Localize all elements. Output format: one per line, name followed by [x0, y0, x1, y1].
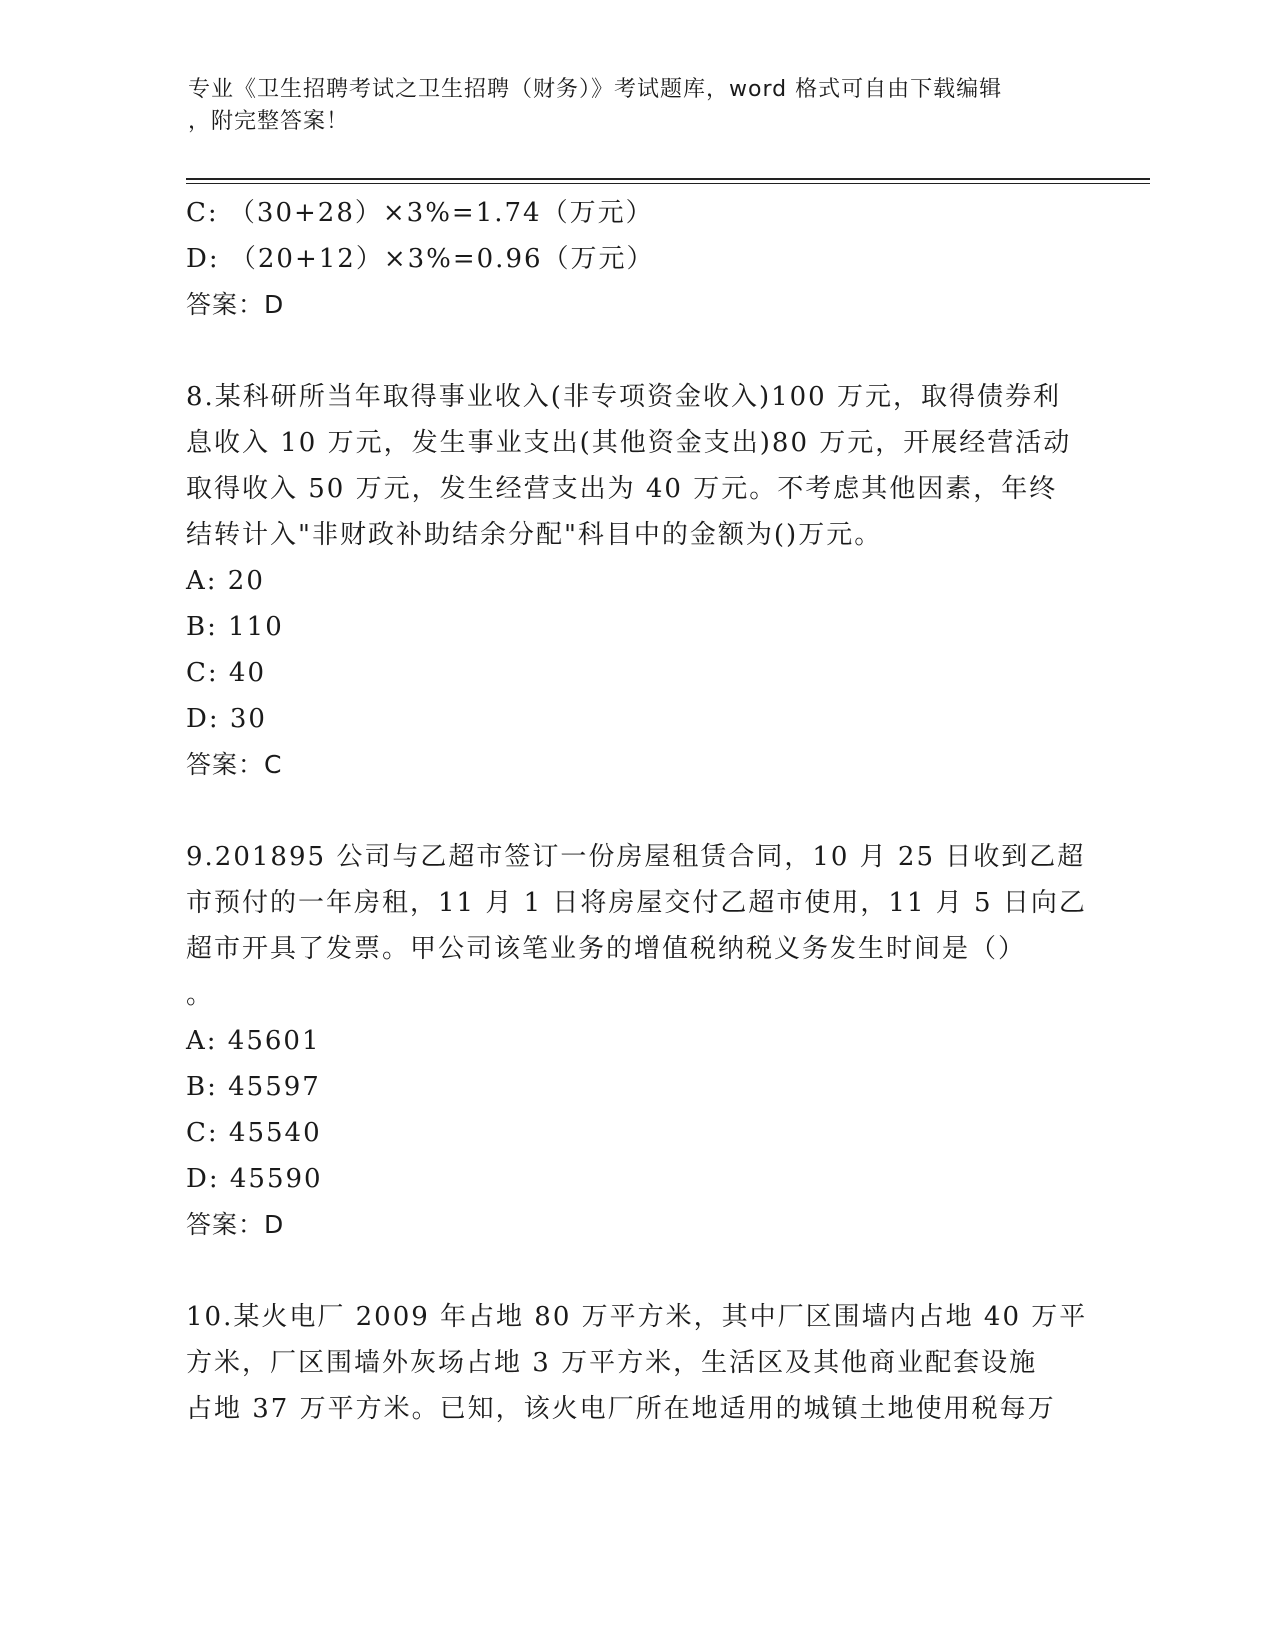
q8-option-a: A: 20 [186, 566, 265, 596]
q8-option-b: B: 110 [186, 612, 284, 642]
q8-option-c: C: 40 [186, 658, 267, 688]
q9-text-line: 超市开具了发票。甲公司该笔业务的增值税纳税义务发生时间是（） [186, 934, 1027, 964]
q8-text-line: 取得收入 50 万元，发生经营支出为 40 万元。不考虑其他因素，年终 [186, 474, 1058, 504]
q9-option-a: A: 45601 [186, 1026, 321, 1056]
q9-option-c: C: 45540 [186, 1118, 322, 1148]
q8-option-d: D: 30 [186, 704, 267, 734]
q9-option-b: B: 45597 [186, 1072, 321, 1102]
spacer [186, 1248, 1086, 1294]
document-header [188, 74, 1068, 138]
header-rule-thick [186, 178, 1150, 180]
q10-text-line: 方米，厂区围墙外灰场占地 3 万平方米，生活区及其他商业配套设施 [186, 1348, 1038, 1378]
document-body [186, 190, 1086, 1432]
header-line-2: ，附完整答案！ [188, 109, 350, 134]
q8-answer: 答案：C [186, 750, 283, 779]
spacer [186, 328, 1086, 374]
header-rule-thin [186, 183, 1150, 184]
q8-text-line: 结转计入"非财政补助结余分配"科目中的金额为()万元。 [186, 520, 883, 550]
header-line-1: 专业《卫生招聘考试之卫生招聘（财务）》考试题库，word 格式可自由下载编辑 [188, 77, 1003, 102]
q8-text-line: 息收入 10 万元，发生事业支出(其他资金支出)80 万元，开展经营活动 [186, 428, 1072, 458]
q9-answer: 答案：D [186, 1210, 285, 1239]
q9-text-line: 9.201895 公司与乙超市签订一份房屋租赁合同，10 月 25 日收到乙超 [186, 842, 1086, 872]
prev-answer: 答案：D [186, 290, 285, 319]
prev-option-d: D: （20+12）×3%=0.96（万元） [186, 244, 655, 274]
spacer [186, 788, 1086, 834]
q10-text-line: 10.某火电厂 2009 年占地 80 万平方米，其中厂区围墙内占地 40 万平 [186, 1302, 1088, 1332]
q8-text-line: 8.某科研所当年取得事业收入(非专项资金收入)100 万元，取得债券利 [186, 382, 1061, 412]
q9-text-line: 市预付的一年房租，11 月 1 日将房屋交付乙超市使用，11 月 5 日向乙 [186, 888, 1087, 918]
q9-option-d: D: 45590 [186, 1164, 323, 1194]
prev-option-c: C: （30+28）×3%=1.74（万元） [186, 198, 654, 228]
q10-text-line: 占地 37 万平方米。已知，该火电厂所在地适用的城镇土地使用税每万 [186, 1394, 1056, 1424]
q9-text-line: 。 [186, 980, 215, 1010]
